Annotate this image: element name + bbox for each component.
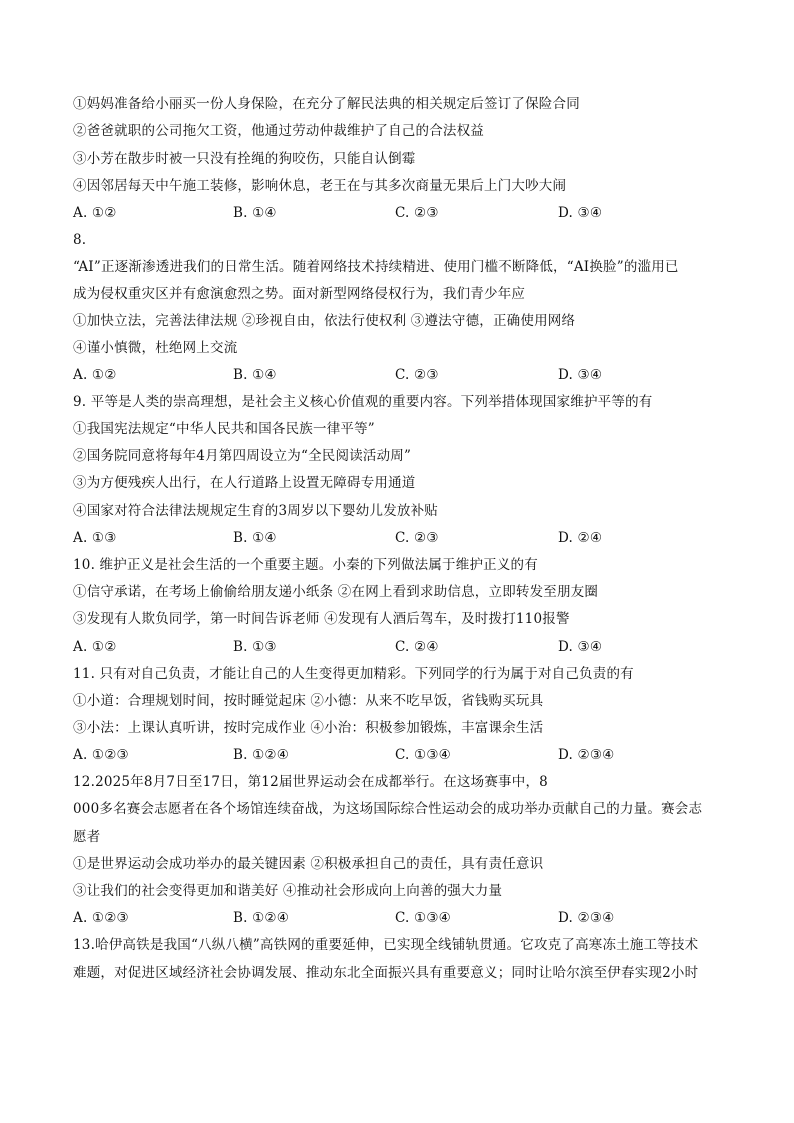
q7-item-4: ④因邻居每天中午施工装修，影响休息，老王在与其多次商量无果后上门大吵大闹 bbox=[73, 178, 567, 194]
q12-stem-line-3: 愿者 bbox=[73, 829, 101, 845]
q7-option-a: A. ①② bbox=[73, 205, 117, 221]
q8-number: 8. bbox=[73, 232, 87, 248]
q8-stem-line-2: 成为侵权重灾区并有愈演愈烈之势。面对新型网络侵权行为，我们青少年应 bbox=[73, 286, 526, 302]
q10-option-b: B. ①③ bbox=[233, 639, 277, 655]
q11-option-a: A. ①②③ bbox=[73, 747, 129, 763]
q11-option-d: D. ②③④ bbox=[558, 747, 615, 763]
q9-item-4: ④国家对符合法律法规规定生育的3周岁以下婴幼儿发放补贴 bbox=[73, 503, 438, 519]
q8-option-c: C. ②③ bbox=[395, 367, 439, 383]
q12-stem-line-1: 12.2025年8月7日至17日，第12届世界运动会在成都举行。在这场赛事中，8 bbox=[73, 774, 548, 790]
q7-options bbox=[73, 204, 673, 222]
q9-item-3: ③为方便残疾人出行，在人行道路上设置无障碍专用通道 bbox=[73, 475, 416, 491]
q7-option-c: C. ②③ bbox=[395, 205, 439, 221]
q10-stem: 10. 维护正义是社会生活的一个重要主题。小秦的下列做法属于维护正义的有 bbox=[73, 557, 538, 573]
q11-option-b: B. ①②④ bbox=[233, 747, 290, 763]
q10-item-line-2: ③发现有人欺负同学，第一时间告诉老师 ④发现有人酒后驾车，及时拨打110报警 bbox=[73, 611, 570, 627]
q8-option-b: B. ①④ bbox=[233, 367, 277, 383]
q11-options bbox=[73, 746, 673, 764]
q13-stem-line-1: 13.哈伊高铁是我国“八纵八横”高铁网的重要延伸，已实现全线铺轨贯通。它攻克了高寒冻土施工等技术 bbox=[73, 937, 699, 953]
q10-option-d: D. ③④ bbox=[558, 639, 603, 655]
q7-option-d: D. ③④ bbox=[558, 205, 603, 221]
q11-item-line-1: ①小道：合理规划时间，按时睡觉起床 ②小德：从来不吃早饭，省钱购买玩具 bbox=[73, 693, 544, 709]
q12-option-b: B. ①②④ bbox=[233, 910, 290, 926]
q10-option-c: C. ②④ bbox=[395, 639, 439, 655]
q7-item-1: ①妈妈准备给小丽买一份人身保险，在充分了解民法典的相关规定后签订了保险合同 bbox=[73, 96, 580, 112]
q12-option-c: C. ①③④ bbox=[395, 910, 451, 926]
q11-option-c: C. ①③④ bbox=[395, 747, 451, 763]
q11-item-line-2: ③小法：上课认真听讲，按时完成作业 ④小治：积极参加锻炼，丰富课余生活 bbox=[73, 720, 544, 736]
q12-item-line-1: ①是世界运动会成功举办的最关键因素 ②积极承担自己的责任，具有责任意识 bbox=[73, 856, 544, 872]
q12-option-d: D. ②③④ bbox=[558, 910, 615, 926]
q12-stem-line-2: 000多名赛会志愿者在各个场馆连续奋战，为这场国际综合性运动会的成功举办贡献自己的力量。赛会志 bbox=[73, 801, 703, 817]
q12-options bbox=[73, 909, 673, 927]
q8-option-a: A. ①② bbox=[73, 367, 117, 383]
q8-stem-line-1: “AI”正逐渐渗透进我们的日常生活。随着网络技术持续精进、使用门槛不断降低，“AI换脸”的滥用已 bbox=[73, 259, 679, 275]
q11-stem: 11. 只有对自己负责，才能让自己的人生变得更加精彩。下列同学的行为属于对自己负责的有 bbox=[73, 666, 634, 682]
q9-options bbox=[73, 529, 673, 547]
q9-option-b: B. ①④ bbox=[233, 530, 277, 546]
q10-option-a: A. ①② bbox=[73, 639, 117, 655]
q9-item-2: ②国务院同意将每年4月第四周设立为“全民阅读活动周” bbox=[73, 448, 412, 464]
q9-item-1: ①我国宪法规定“中华人民共和国各民族一律平等” bbox=[73, 421, 375, 437]
q10-item-line-1: ①信守承诺，在考场上偷偷给朋友递小纸条 ②在网上看到求助信息，立即转发至朋友圈 bbox=[73, 584, 599, 600]
q9-option-a: A. ①③ bbox=[73, 530, 117, 546]
q10-options bbox=[73, 638, 673, 656]
q7-item-3: ③小芳在散步时被一只没有拴绳的狗咬伤，只能自认倒霉 bbox=[73, 151, 416, 167]
q9-option-c: C. ②③ bbox=[395, 530, 439, 546]
q12-option-a: A. ①②③ bbox=[73, 910, 129, 926]
q7-option-b: B. ①④ bbox=[233, 205, 277, 221]
q12-item-line-2: ③让我们的社会变得更加和谐美好 ④推动社会形成向上向善的强大力量 bbox=[73, 883, 503, 899]
q9-stem: 9. 平等是人类的崇高理想，是社会主义核心价值观的重要内容。下列举措体现国家维护平等的有 bbox=[73, 394, 653, 410]
q9-option-d: D. ②④ bbox=[558, 530, 603, 546]
q8-option-d: D. ③④ bbox=[558, 367, 603, 383]
q8-options bbox=[73, 366, 673, 384]
q7-item-2: ②爸爸就职的公司拖欠工资，他通过劳动仲裁维护了自己的合法权益 bbox=[73, 123, 484, 139]
q8-item-line-2: ④谨小慎微，杜绝网上交流 bbox=[73, 340, 238, 356]
q13-stem-line-2: 难题，对促进区域经济社会协调发展、推动东北全面振兴具有重要意义；同时让哈尔滨至伊春实现2小时 bbox=[73, 965, 699, 981]
q8-item-line-1: ①加快立法，完善法律法规 ②珍视自由，依法行使权利 ③遵法守德，正确使用网络 bbox=[73, 313, 576, 329]
